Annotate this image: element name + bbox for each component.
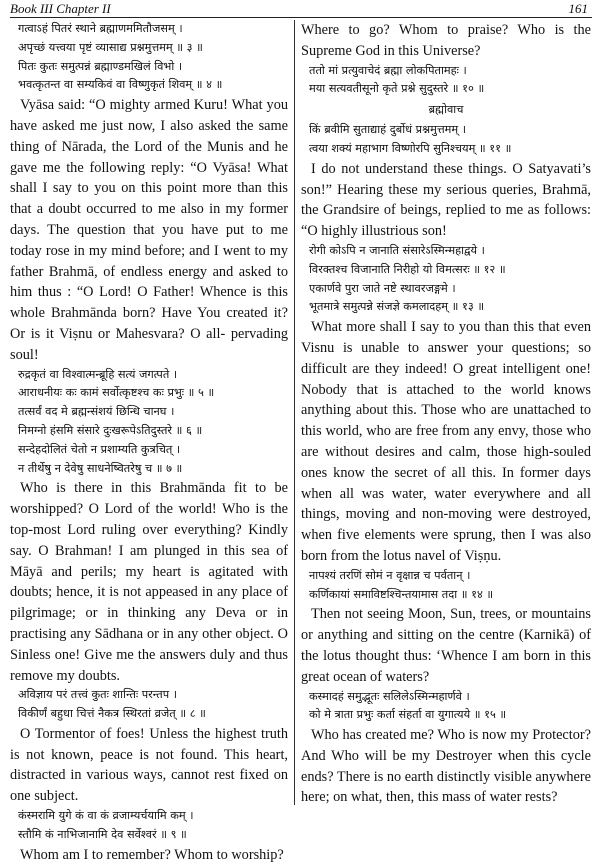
sanskrit-verse-line: रोगी कोऽपि न जानाति संसारेऽस्मिन्महाद्वये । <box>309 243 485 257</box>
sanskrit-verse-line: निमग्नो हंसमि संसारे दुःखरूपेऽतिदुस्तरे ॥ ६ ॥ <box>18 423 203 437</box>
translation-paragraph: O Tormentor of foes! Unless the highest truth is not known, peace is not found. This heart, distracted in various ways, cannot rest fixed on one subject. <box>10 725 288 805</box>
sanskrit-verse-line: को मे त्राता प्रभुः कर्ता संहर्ता वा युगात्यये ॥ १५ ॥ <box>309 708 507 722</box>
sanskrit-verse-line: स्तौमि कं नाभिजानामि देव सर्वेश्वरं ॥ ९ ॥ <box>18 827 187 841</box>
left-column <box>10 20 288 865</box>
translation-paragraph: Who is there in this Brahmānda fit to be worshipped? O Lord of the world! Who is the top-most Lord ruling over everything? Kindly say. O Brahman! I am plunged in this sea of Māyā and perils; my heart is agitated with doubts; hence, it is not appeased in any place of pilgrimage; or in thinking any Deva or in practising any Sādhana or in any other object. O Sinless one! Give me the answers duly and thus remove my doubts. <box>10 480 288 684</box>
text-columns <box>10 20 592 863</box>
sanskrit-verse-line: एकार्णवे पुरा जाते नष्टे स्थावरजङ्गमे । <box>309 281 456 295</box>
sanskrit-verse-line: कस्मादहं समुद्भूतः सलिलेऽस्मिन्महार्णवे । <box>309 689 470 703</box>
translation-paragraph: Then not seeing Moon, Sun, trees, or mountains or anything and sitting on the centre (Karnikā) of the lotus thought thus: ‘Whence I am born in this great ocean of waters? <box>301 606 591 685</box>
sanskrit-verse-line: अपृच्छं यत्त्वया पृष्टं व्यासाद्य प्रश्नमुत्तमम् ॥ ३ ॥ <box>18 40 203 54</box>
sanskrit-verse-line: अविज्ञाय परं तत्त्वं कुतः शान्तिः परन्तप । <box>18 688 178 702</box>
sanskrit-verse-line: आराधनीयः कः कामं सर्वोत्कृष्टश्च कः प्रभुः ॥ ५ ॥ <box>18 386 215 400</box>
sanskrit-verse-line: न तीर्थेषु न देवेषु साधनेष्वितरेषु च ॥ ७ ॥ <box>18 461 183 475</box>
sanskrit-verse-line: कर्णिकायां समाविष्टश्चिन्तयामास तदा ॥ १४ ॥ <box>309 587 494 601</box>
sanskrit-verse-line: विरक्तश्च विजानाति निरीहो यो विमत्सरः ॥ १२ ॥ <box>309 262 506 276</box>
translation-paragraph: Whom am I to remember? Whom to worship? <box>20 846 284 863</box>
sanskrit-verse-line: तत्सर्वं वद मे ब्रह्मन्संशयं छिन्धि चानघ । <box>18 405 175 419</box>
sanskrit-verse-line: ततो मां प्रत्युवाचेदं ब्रह्मा लोकपितामहः । <box>309 63 467 77</box>
sanskrit-verse-line: रुद्रकृतं वा विश्वात्मन्ब्रूहि सत्यं जगत्पते । <box>18 367 178 381</box>
translation-paragraph: Vyāsa said: “O mighty armed Kuru! What you have asked me just now, I also asked the same thing of Nārada, the Lord of the Munis and he gave me the following reply: “O Vyāsa! What shall I say to you on this point more than this that a doubt occurred to me also in my former days. The question that you have put to me today rose in my mind before; and I went to my father Brahmā, of endless energy and asked to him thus : “O Lord! O Father! Whence is this whole Brahmānda born? Have You created it? Or is it Viṣnu or Mahesvara? O all- pervading soul! <box>10 97 288 363</box>
sanskrit-verse-line: कंस्मरामि युगे कं वा कं व्रजाम्यर्चयामि कम् । <box>18 809 194 823</box>
sanskrit-verse-line: मया सत्यवतीसूनो कृते प्रश्ने सुदुस्तरे ॥ १० ॥ <box>309 82 485 96</box>
sanskrit-verse-line: भूतमात्रे समुत्पन्ने संजज्ञे कमलादहम् ॥ १३ ॥ <box>309 300 485 314</box>
sanskrit-verse-line: गत्वाऽहं पितरं स्थाने ब्रह्माणममितौजसम् । <box>18 22 183 35</box>
translation-paragraph: What more shall I say to you than this that even Visnu is unable to answer your questions; so difficult are they indeed! O great intelligent one! Nobody that is attached to the world knows anything about this. Those who are unattached to this world, who are free from any envy, those who are without desires and calm, those high-souled ones know the secret of all this. In former days when all was water, water everywhere and all things, moving and non-moving were destroyed, when five elements were sprung, then I was also born from the lotus navel of Viṣṇu. <box>301 319 591 564</box>
sanskrit-verse-line: विकीर्णं बहुधा चित्तं नैकत्र स्थिरतां व्रजेत् ॥ ८ ॥ <box>18 707 206 721</box>
running-head: Book III Chapter II <box>10 1 111 16</box>
speaker-heading: ब्रह्मोवाच <box>428 103 464 117</box>
sanskrit-verse-line: भवत्कृतन्त वा सम्यकिवं वा विष्णुकृतं शिवम् ॥ ४ ॥ <box>18 78 223 92</box>
translation-paragraph: I do not understand these things. O Satyavati’s son!” Hearing these my serious queries, Brahmā, the Grandsire of beings, replied to me as follows: “O highly illustrious son! <box>301 160 591 240</box>
translation-paragraph: Where to go? Whom to praise? Who is the Supreme God in this Universe? <box>301 22 591 59</box>
sanskrit-verse-line: सन्देहदोलितं चेतो न प्रशाम्यति कुत्रचित् । <box>18 442 181 456</box>
right-column <box>301 20 591 808</box>
page-header <box>10 0 592 18</box>
sanskrit-verse-line: पितः कुतः समुत्पन्नं ब्रह्माण्डमखिलं विभो । <box>18 59 183 73</box>
sanskrit-verse-line: त्वया शक्यं महाभाग विष्णोरपि सुनिश्चयम् ॥ ११ ॥ <box>309 141 512 155</box>
translation-paragraph: Who has created me? Who is now my Protector? And Who will be my Destroyer when this cycle ends? There is no earth distinctly visible anywhere here; on what, then, this mass of water rests? <box>301 727 591 806</box>
sanskrit-verse-line: किं ब्रवीमि सुताद्याहं दुर्बोधं प्रश्नमुत्तमम् । <box>309 123 467 137</box>
column-divider <box>294 20 295 805</box>
page-number: 161 <box>568 1 588 16</box>
sanskrit-verse-line: नापश्यं तरणिं सोमं न वृक्षान्न च पर्वतान् । <box>309 568 471 582</box>
